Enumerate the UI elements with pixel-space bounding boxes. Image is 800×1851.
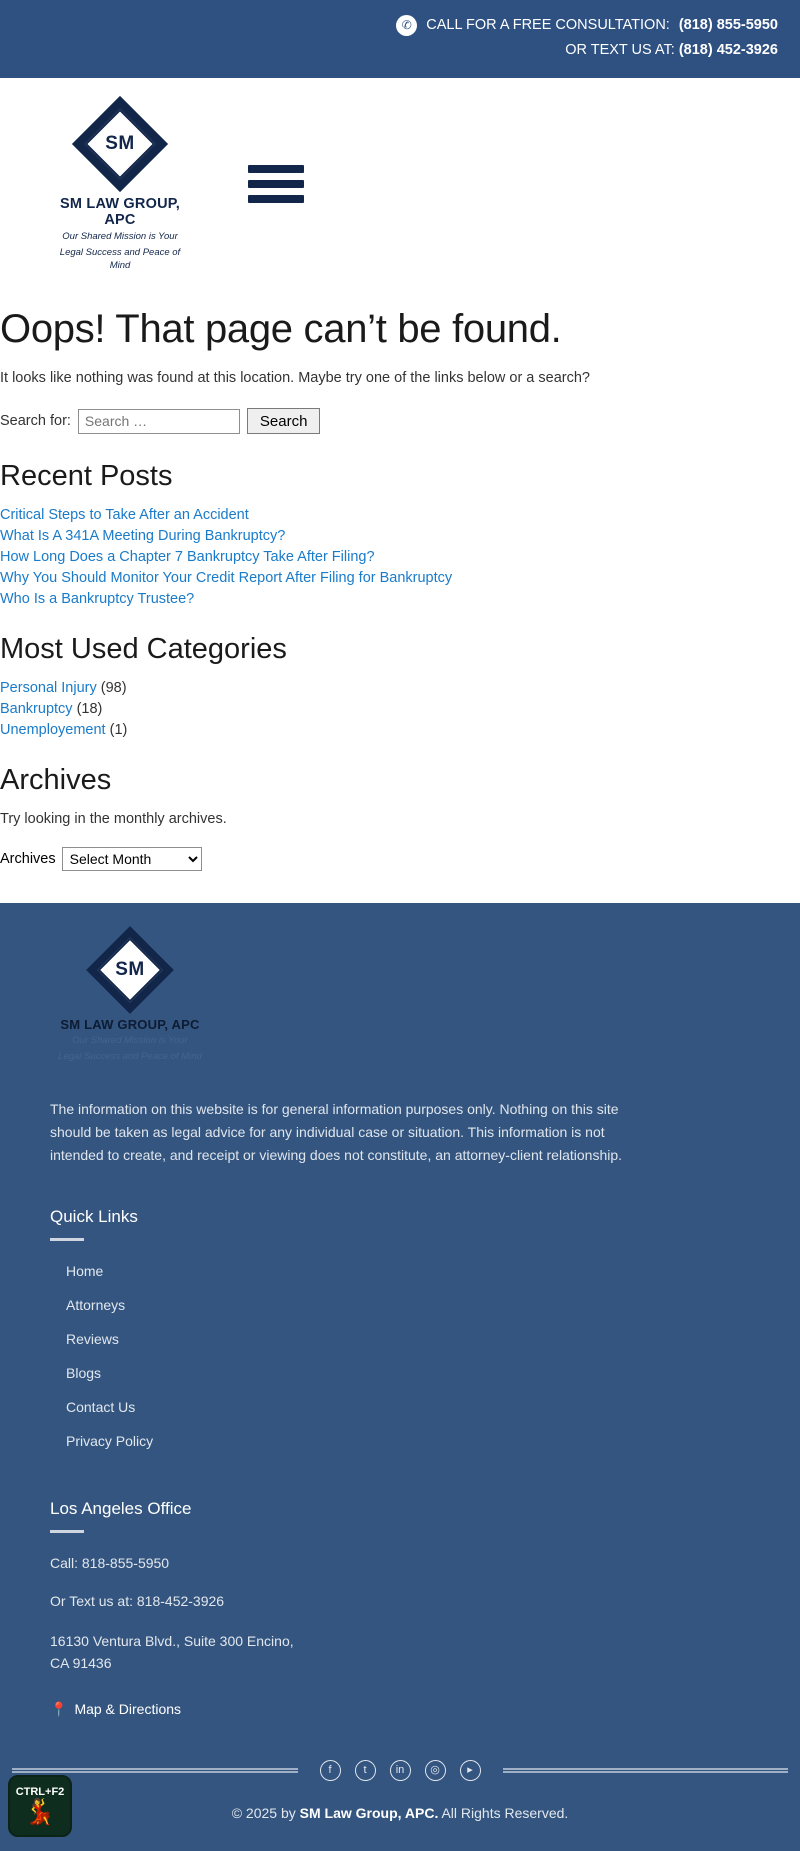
map-directions-label: Map & Directions xyxy=(74,1701,182,1718)
category-count: (18) xyxy=(76,701,103,718)
list-item xyxy=(66,1357,800,1391)
list-item xyxy=(0,680,800,696)
page-title: Oops! That page can’t be found. xyxy=(0,307,562,352)
accessibility-shortcut-label: CTRL+F2 xyxy=(15,1786,65,1799)
quick-link-blogs[interactable]: Blogs xyxy=(66,1365,102,1382)
list-item xyxy=(66,1391,800,1425)
category-link[interactable]: Bankruptcy xyxy=(0,701,73,718)
copyright-post: All Rights Reserved. xyxy=(438,1804,569,1821)
logo-tagline-2: Legal Success and Peace of Mind xyxy=(59,246,181,271)
search-form xyxy=(0,408,800,434)
recent-post-link[interactable]: How Long Does a Chapter 7 Bankruptcy Take After Filing? xyxy=(0,549,375,566)
office-heading: Los Angeles Office xyxy=(50,1499,192,1519)
recent-post-link[interactable]: Critical Steps to Take After an Accident xyxy=(0,507,249,524)
footer-logo-firm-name: SM LAW GROUP, APC xyxy=(60,1017,200,1033)
site-header xyxy=(0,78,800,287)
category-count: (1) xyxy=(109,722,128,739)
not-found-message: It looks like nothing was found at this location. Maybe try one of the links below or a search? xyxy=(0,370,590,387)
list-item xyxy=(0,701,800,717)
search-button[interactable]: Search xyxy=(247,408,321,434)
quick-link-privacy-policy[interactable]: Privacy Policy xyxy=(66,1433,154,1450)
consultation-line xyxy=(22,14,778,36)
legal-disclaimer: The information on this website is for general information purposes only. Nothing on this site should be taken as legal advice for any individual case or situation. This information is not intended to create, and receipt or viewing does not constitute, an attorney-client relationship. xyxy=(50,1101,623,1164)
consultation-label: CALL FOR A FREE CONSULTATION: xyxy=(426,17,670,33)
footer-logo-diamond-icon xyxy=(87,927,173,1013)
copyright-brand: SM Law Group, APC. xyxy=(299,1804,439,1821)
category-link[interactable]: Personal Injury xyxy=(0,680,97,697)
footer-logo[interactable] xyxy=(50,927,210,1064)
footer-logo-tagline-1: Our Shared Mission is Your xyxy=(72,1035,188,1047)
top-contact-bar xyxy=(0,0,800,78)
social-bar xyxy=(0,1760,800,1781)
list-item xyxy=(0,570,800,586)
archives-control xyxy=(0,847,800,871)
quick-link-reviews[interactable]: Reviews xyxy=(66,1331,119,1348)
copyright-pre: © 2025 by xyxy=(231,1804,300,1821)
instagram-icon[interactable]: ◎ xyxy=(425,1760,446,1781)
logo-diamond-icon xyxy=(72,96,168,192)
consultation-phone-link[interactable]: (818) 855-5950 xyxy=(678,17,778,33)
text-us-label: OR TEXT US AT: xyxy=(565,42,679,59)
text-us-line xyxy=(22,39,778,61)
categories-list xyxy=(0,680,800,738)
office-address xyxy=(50,1631,350,1674)
recent-posts-list xyxy=(0,507,800,607)
list-item xyxy=(0,722,800,738)
heading-divider xyxy=(50,1238,84,1241)
categories-heading: Most Used Categories xyxy=(0,633,287,666)
list-item xyxy=(66,1425,800,1459)
heading-divider xyxy=(50,1530,84,1533)
hamburger-menu-icon[interactable] xyxy=(248,165,304,203)
office-address-line-1: 16130 Ventura Blvd., Suite 300 Encino, xyxy=(50,1633,294,1650)
location-pin-icon: 📍 xyxy=(50,1700,68,1717)
office-address-line-2: CA 91436 xyxy=(50,1654,112,1671)
youtube-icon[interactable]: ▸ xyxy=(460,1760,481,1781)
phone-icon: ✆ xyxy=(396,15,417,36)
list-item xyxy=(0,591,800,607)
main-content xyxy=(0,287,800,903)
category-count: (98) xyxy=(100,680,127,697)
site-footer xyxy=(0,903,800,1850)
recent-post-link[interactable]: What Is A 341A Meeting During Bankruptcy? xyxy=(0,528,286,545)
quick-links-heading: Quick Links xyxy=(50,1207,138,1227)
social-icons xyxy=(298,1760,503,1781)
accessibility-widget-button[interactable] xyxy=(8,1775,72,1837)
copyright-line xyxy=(0,1781,800,1851)
footer-logo-initials: SM xyxy=(115,959,145,981)
logo-tagline-1: Our Shared Mission is Your xyxy=(62,230,178,242)
office-text-line[interactable]: Or Text us at: 818-452-3926 xyxy=(50,1593,225,1610)
office-call-line[interactable]: Call: 818-855-5950 xyxy=(50,1555,170,1572)
divider-right xyxy=(503,1768,789,1773)
list-item xyxy=(0,549,800,565)
quick-link-attorneys[interactable]: Attorneys xyxy=(66,1297,126,1314)
twitter-icon[interactable]: t xyxy=(355,1760,376,1781)
accessibility-person-icon: 💃 xyxy=(24,1798,56,1827)
archives-select[interactable] xyxy=(62,847,202,871)
site-logo[interactable] xyxy=(50,96,190,272)
list-item xyxy=(66,1323,800,1357)
text-us-phone-link[interactable]: (818) 452-3926 xyxy=(678,42,778,59)
list-item xyxy=(66,1289,800,1323)
facebook-icon[interactable]: f xyxy=(320,1760,341,1781)
list-item xyxy=(66,1255,800,1289)
quick-link-home[interactable]: Home xyxy=(66,1263,104,1280)
recent-post-link[interactable]: Why You Should Monitor Your Credit Report After Filing for Bankruptcy xyxy=(0,570,453,587)
list-item xyxy=(0,528,800,544)
archives-note: Try looking in the monthly archives. xyxy=(0,811,227,828)
quick-link-contact-us[interactable]: Contact Us xyxy=(66,1399,136,1416)
logo-initials: SM xyxy=(105,132,135,154)
linkedin-icon[interactable]: in xyxy=(390,1760,411,1781)
map-directions-link[interactable] xyxy=(50,1701,800,1718)
archives-heading: Archives xyxy=(0,764,112,797)
recent-posts-heading: Recent Posts xyxy=(0,460,173,493)
list-item xyxy=(0,507,800,523)
archives-label: Archives xyxy=(0,851,56,868)
divider-left xyxy=(12,1768,298,1773)
search-input[interactable] xyxy=(78,409,240,434)
search-label: Search for: xyxy=(0,413,71,430)
recent-post-link[interactable]: Who Is a Bankruptcy Trustee? xyxy=(0,591,195,608)
quick-links-list xyxy=(0,1255,800,1459)
logo-firm-name: SM LAW GROUP, APC xyxy=(60,195,180,228)
category-link[interactable]: Unemployement xyxy=(0,722,106,739)
footer-logo-tagline-2: Legal Success and Peace of Mind xyxy=(58,1051,202,1063)
